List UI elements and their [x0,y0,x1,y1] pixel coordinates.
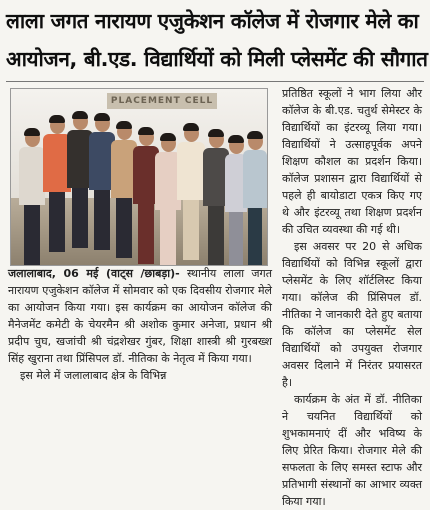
photo-person [243,133,267,265]
headline-line-2: आयोजन, बी.एड. विद्यार्थियों को मिली प्लेसमेंट की सौगात [6,47,428,71]
headline [6,2,428,80]
article-paragraph: प्रतिष्ठित स्कूलों ने भाग लिया और कॉलेज के बी.एड. चतुर्थ सेमेस्टर के विद्यार्थियों का इंटरव्यू लिया गया। विद्यार्थियों ने उत्साहपूर्वक अपने शिक्षण कौशल का प्रदर्शन किया। कॉलेज प्रशासन द्वारा विद्यार्थियों से पहले ही बायोडाटा एकत्र किए गए थे और इंटरव्यू तथा शिक्षण प्रदर्शन की उचित व्यवस्था की गई थी। [282,87,422,236]
article-right-column [282,85,422,510]
article-paragraph: स्थानीय लाला जगत नारायण एजुकेशन कॉलेज में सोमवार को एक दिवसीय रोजगार मेले का आयोजन किया गया। इस कार्यक्रम का आयोजन कॉलेज की मैनेजमेंट कमेटी के चेयरमैन श्री अशोक कुमार अनेजा, प्रधान श्री प्रदीप चुघ, खजांची श्री चंद्रशेखर गुंबर, शिक्षा शास्त्री श्री गुरबख्श सिंह खुराना तथा प्रिंसिपल डॉ. नीतिका के नेतृत्व में किया गया। [8,267,272,365]
article-paragraph: कार्यक्रम के अंत में डॉ. नीतिका ने चयनित विद्यार्थियों को शुभकामनाएं दीं और भविष्य के लिए प्रेरित किया। रोजगार मेले की सफलता के लिए समस्त स्टाफ और प्रतिभागी संस्थानों का आभार व्यक्त किया गया। [282,393,422,508]
photo-person [177,125,205,265]
article-paragraph: इस मेले में जलालाबाद क्षेत्र के विभिन्न [20,369,167,382]
article-left-column [8,265,272,384]
headline-line-1: लाला जगत नारायण एजुकेशन कॉलेज में रोजगार मेले का [6,9,419,33]
headline-rule [6,81,424,82]
dateline: जलालाबाद, 06 मई (वाट्स /छाबड़ा)- [8,267,180,280]
photo-person [19,130,45,265]
group-photo [10,88,268,266]
placement-cell-banner: PLACEMENT CELL [107,93,217,109]
article-paragraph: इस अवसर पर 20 से अधिक विद्यार्थियों को विभिन्न स्कूलों द्वारा प्लेसमेंट के लिए शॉर्टलिस्ट किया गया। कॉलेज की प्रिंसिपल डॉ. नीतिका ने जानकारी देते हुए बताया कि कॉलेज का प्लेसमेंट सेल विद्यार्थियों को उपयुक्त रोजगार अवसर दिलाने में निरंतर प्रयासरत है। [282,240,422,389]
